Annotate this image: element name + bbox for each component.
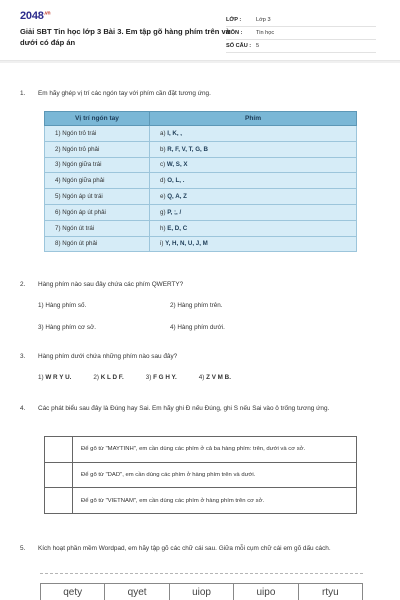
meta-key: MÔN :: [226, 30, 243, 36]
meta-info: [226, 14, 376, 53]
question-number: 2.: [20, 281, 26, 288]
statement-cell: Để gõ từ "DAD", em cần dùng các phím ở hàng phím trên và dưới.: [73, 462, 357, 488]
option-prefix: a): [160, 129, 168, 137]
table-row: [45, 437, 357, 463]
word-cell: rtyu: [321, 587, 339, 598]
meta-row-class: [226, 14, 376, 27]
logo-number: 2048: [20, 10, 44, 22]
keys-cell: [150, 173, 357, 189]
finger-cell: 6) Ngón áp út phải: [45, 204, 150, 220]
table-header-cell: Phím: [150, 112, 357, 126]
question-5: [20, 544, 380, 554]
keys-cell: [150, 189, 357, 205]
table-row: [45, 141, 357, 157]
option-prefix: 2): [93, 374, 101, 381]
logo-suffix: .vn: [43, 10, 51, 17]
option-prefix: 1): [38, 374, 46, 381]
meta-value: Tin học: [256, 30, 275, 36]
meta-row-subject: [226, 27, 376, 40]
answer-option[interactable]: [38, 374, 71, 381]
option-prefix: c): [160, 161, 167, 169]
keys-cell: [150, 220, 357, 236]
word-cell: uiop: [170, 584, 234, 600]
question-number: 4.: [20, 405, 26, 412]
q2-options: [38, 298, 368, 334]
keys-value: W, S, X: [166, 161, 188, 169]
word-cell: qyet: [105, 584, 169, 600]
word-cell: qety: [41, 584, 105, 600]
keys-cell: [150, 204, 357, 220]
option-prefix: d): [160, 177, 168, 185]
finger-key-table: [44, 111, 357, 252]
option-prefix: g): [160, 208, 168, 216]
question-1: [20, 89, 380, 99]
table-row: [45, 189, 357, 205]
answer-option[interactable]: 3) Hàng phím cơ sở.: [38, 323, 96, 331]
meta-value: Lớp 3: [256, 17, 271, 23]
keys-value: O, L, .: [167, 177, 185, 185]
true-false-table: [44, 436, 357, 514]
option-value: F G H Y.: [153, 374, 177, 381]
question-text: Hàng phím nào sau đây chứa các phím QWERTY?: [38, 281, 184, 288]
question-number: 3.: [20, 353, 26, 360]
meta-key: SỐ CÂU :: [226, 43, 252, 49]
finger-cell: 4) Ngón giữa phải: [45, 173, 150, 189]
answer-box[interactable]: [45, 488, 73, 514]
answer-option[interactable]: [199, 374, 231, 381]
table-row: [45, 488, 357, 514]
answer-box[interactable]: [45, 437, 73, 463]
keys-value: E, D, C: [167, 224, 188, 232]
table-row: [45, 462, 357, 488]
typing-practice-grid: [40, 573, 363, 600]
dashed-divider: [40, 573, 363, 574]
answer-option[interactable]: [146, 374, 177, 381]
question-number: 1.: [20, 90, 26, 97]
finger-cell: 2) Ngón trỏ phải: [45, 141, 150, 157]
keys-cell: [150, 157, 357, 173]
answer-option[interactable]: 1) Hàng phím số.: [38, 301, 87, 309]
option-prefix: h): [160, 224, 168, 232]
keys-value: Y, H, N, U, J, M: [165, 240, 208, 248]
answer-option[interactable]: [93, 374, 123, 381]
keys-value: Q, A, Z: [167, 193, 187, 201]
table-header-row: [45, 112, 357, 126]
option-prefix: 4): [198, 374, 207, 381]
word-cells: [40, 583, 363, 600]
question-4: [20, 404, 380, 414]
meta-row-question-count: [226, 40, 376, 53]
table-header-cell: Vị trí ngón tay: [45, 112, 150, 126]
table-row: [45, 220, 357, 236]
question-text: Các phát biểu sau đây là Đúng hay Sai. Em hãy ghi Đ nếu Đúng, ghi S nếu Sai vào ô trống tương ứng.: [38, 405, 330, 412]
finger-cell: 5) Ngón áp út trái: [45, 189, 150, 205]
meta-key: LỚP :: [226, 17, 242, 23]
answer-option[interactable]: 4) Hàng phím dưới.: [170, 323, 225, 331]
question-text: Em hãy ghép vị trí các ngón tay với phím cần đặt tương ứng.: [38, 90, 211, 97]
finger-cell: 7) Ngón út trái: [45, 220, 150, 236]
meta-value: 5: [256, 43, 260, 49]
keys-value: P, ;, /: [167, 208, 182, 216]
keys-cell: [150, 236, 357, 252]
header-divider: [0, 60, 400, 63]
table-row: [45, 236, 357, 252]
option-prefix: 3): [145, 374, 154, 381]
answer-box[interactable]: [45, 462, 73, 488]
word-cell: uipo: [234, 584, 298, 600]
table-row: [45, 173, 357, 189]
question-3: [20, 352, 380, 362]
option-prefix: e): [160, 193, 168, 201]
question-text: Kích hoạt phần mềm Wordpad, em hãy tập gõ các chữ cái sau. Giữa mỗi cụm chữ cái em gõ dấu cách.: [38, 545, 331, 552]
keys-cell: [150, 141, 357, 157]
question-number: 5.: [20, 545, 26, 552]
option-prefix: b): [160, 145, 168, 153]
finger-cell: 1) Ngón trỏ trái: [45, 126, 150, 142]
table-row: [45, 157, 357, 173]
statement-cell: Để gõ từ "MAYTINH", em cần dùng các phím ở cả ba hàng phím: trên, dưới và cơ sở.: [73, 437, 357, 463]
page-header: [0, 0, 400, 63]
finger-cell: 8) Ngón út phải: [45, 236, 150, 252]
statement-cell: Để gõ từ "VIETNAM", em cần dùng các phím ở hàng phím trên cơ sở.: [73, 488, 357, 514]
option-prefix: i): [160, 240, 166, 248]
table-row: [45, 126, 357, 142]
page-title: Giải SBT Tin học lớp 3 Bài 3. Em tập gõ hàng phím trên và dưới có đáp án: [20, 27, 230, 47]
keys-value: R, F, V, T, G, B: [167, 145, 208, 153]
keys-cell: [150, 126, 357, 142]
keys-value: I, K, ,: [167, 129, 183, 137]
option-value: W R Y U.: [45, 374, 72, 381]
question-text: Hàng phím dưới chứa những phím nào sau đây?: [38, 353, 178, 360]
option-value: K L D F.: [100, 374, 124, 381]
option-value: Z V M B.: [206, 374, 231, 381]
finger-cell: 3) Ngón giữa trái: [45, 157, 150, 173]
table-row: [45, 204, 357, 220]
question-2: [20, 280, 380, 290]
answer-option[interactable]: 2) Hàng phím trên.: [170, 301, 223, 309]
q3-options: [38, 374, 231, 381]
